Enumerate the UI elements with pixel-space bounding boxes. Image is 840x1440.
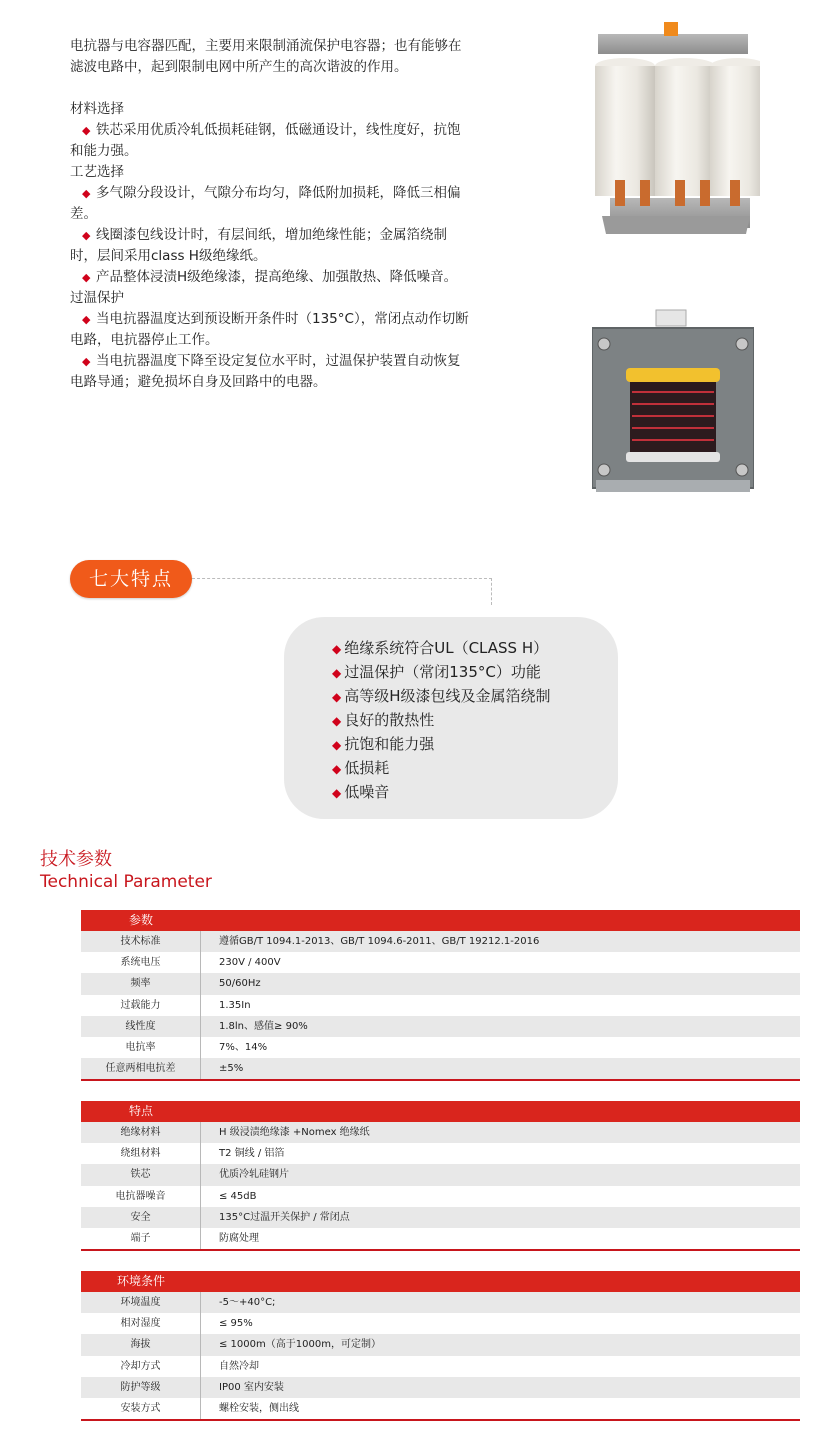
process-bullet: ◆ 多气隙分段设计，气隙分布均匀，降低附加损耗，降低三相偏差。 [70, 185, 461, 222]
red-diamond-icon: ◆ [332, 690, 342, 704]
red-diamond-icon: ◆ [332, 786, 342, 800]
table-body [81, 931, 800, 1079]
section-title-material: 材料选择 [70, 101, 124, 117]
red-diamond-icon: ◆ [82, 124, 91, 137]
dashed-connector [192, 578, 492, 579]
table-body [81, 1292, 800, 1419]
single-phase-reactor-image [592, 308, 754, 494]
table-row: 绕组材料 T2 铜线 / 铝箔 [81, 1143, 800, 1164]
red-diamond-icon: ◆ [82, 271, 91, 284]
table-row: 安全 135°C过温开关保护 / 常闭点 [81, 1207, 800, 1228]
overtemp-bullet: ◆ 当电抗器温度达到预设断开条件时（135°C），常闭点动作切断电路，电抗器停止工作。 [70, 311, 469, 348]
table-row: 冷却方式 自然冷却 [81, 1356, 800, 1377]
seven-features-pill: 七大特点 [70, 560, 192, 598]
red-diamond-icon: ◆ [332, 762, 342, 776]
intro-text [70, 36, 470, 393]
table-row: 任意两相电抗差 ±5% [81, 1058, 800, 1079]
table-row: 系统电压 230V / 400V [81, 952, 800, 973]
intro-lead: 电抗器与电容器匹配，主要用来限制涌流保护电容器；也有能够在滤波电路中，起到限制电网中所产生的高次谐波的作用。 [70, 38, 462, 75]
section-title-process: 工艺选择 [70, 164, 124, 180]
table-row: 技术标准 遵循GB/T 1094.1-2013、GB/T 1094.6-2011、GB/T 19212.1-2016 [81, 931, 800, 952]
table-row: 相对湿度 ≤ 95% [81, 1313, 800, 1334]
feature-item: ◆ 过温保护（常闭135°C）功能 [332, 663, 541, 681]
table-row: 端子 防腐处理 [81, 1228, 800, 1249]
table-row: 环境温度 -5～+40°C; [81, 1292, 800, 1313]
red-diamond-icon: ◆ [82, 229, 91, 242]
table-row: 铁芯 优质冷轧硅钢片 [81, 1164, 800, 1185]
table-row: 线性度 1.8ln、感值≥ 90% [81, 1016, 800, 1037]
process-bullet: ◆ 产品整体浸渍H级绝缘漆，提高绝缘、加强散热、降低噪音。 [70, 267, 470, 288]
overtemp-bullet: ◆ 当电抗器温度下降至设定复位水平时，过温保护装置自动恢复电路导通；避免损坏自身及回路中的电器。 [70, 353, 461, 390]
feature-item: ◆ 抗饱和能力强 [332, 735, 435, 753]
red-diamond-icon: ◆ [82, 187, 91, 200]
environment-table [81, 1271, 800, 1421]
dashed-connector [491, 578, 492, 605]
tech-title-en: Technical Parameter [40, 872, 212, 892]
table-header: 环境条件 [81, 1271, 800, 1292]
feature-item: ◆ 绝缘系统符合UL（CLASS H） [332, 639, 549, 657]
table-header: 特点 [81, 1101, 800, 1122]
table-row: 海拔 ≤ 1000m（高于1000m，可定制） [81, 1334, 800, 1355]
table-header: 参数 [81, 910, 800, 931]
table-row: 过载能力 1.35In [81, 995, 800, 1016]
table-row: 电抗器噪音 ≤ 45dB [81, 1186, 800, 1207]
table-row: 绝缘材料 H 级浸渍绝缘漆 +Nomex 绝缘纸 [81, 1122, 800, 1143]
table-body [81, 1122, 800, 1249]
table-row: 电抗率 7%、14% [81, 1037, 800, 1058]
feature-item: ◆ 低损耗 [332, 759, 390, 777]
features-box [284, 617, 618, 819]
red-diamond-icon: ◆ [82, 355, 91, 368]
red-diamond-icon: ◆ [82, 313, 91, 326]
parameters-table [81, 910, 800, 1081]
table-row: 防护等级 IP00 室内安装 [81, 1377, 800, 1398]
feature-list [332, 637, 551, 805]
tech-title-cn: 技术参数 [40, 849, 112, 870]
feature-item: ◆ 高等级H级漆包线及金属箔绕制 [332, 687, 551, 705]
red-diamond-icon: ◆ [332, 738, 342, 752]
red-diamond-icon: ◆ [332, 666, 342, 680]
feature-item: ◆ 低噪音 [332, 783, 390, 801]
table-row: 安装方式 螺栓安装，侧出线 [81, 1398, 800, 1419]
feature-item: ◆ 良好的散热性 [332, 711, 435, 729]
process-bullet: ◆ 线圈漆包线设计时，有层间纸，增加绝缘性能；金属箔绕制时，层间采用class H级绝缘纸。 [70, 227, 447, 264]
red-diamond-icon: ◆ [332, 642, 342, 656]
table-row: 频率 50/60Hz [81, 973, 800, 994]
three-phase-reactor-image [580, 20, 760, 242]
material-bullet: ◆ 铁芯采用优质冷轧低损耗硅钢，低磁通设计，线性度好，抗饱和能力强。 [70, 122, 461, 159]
section-title-overtemp: 过温保护 [70, 290, 124, 306]
features-table [81, 1101, 800, 1251]
red-diamond-icon: ◆ [332, 714, 342, 728]
